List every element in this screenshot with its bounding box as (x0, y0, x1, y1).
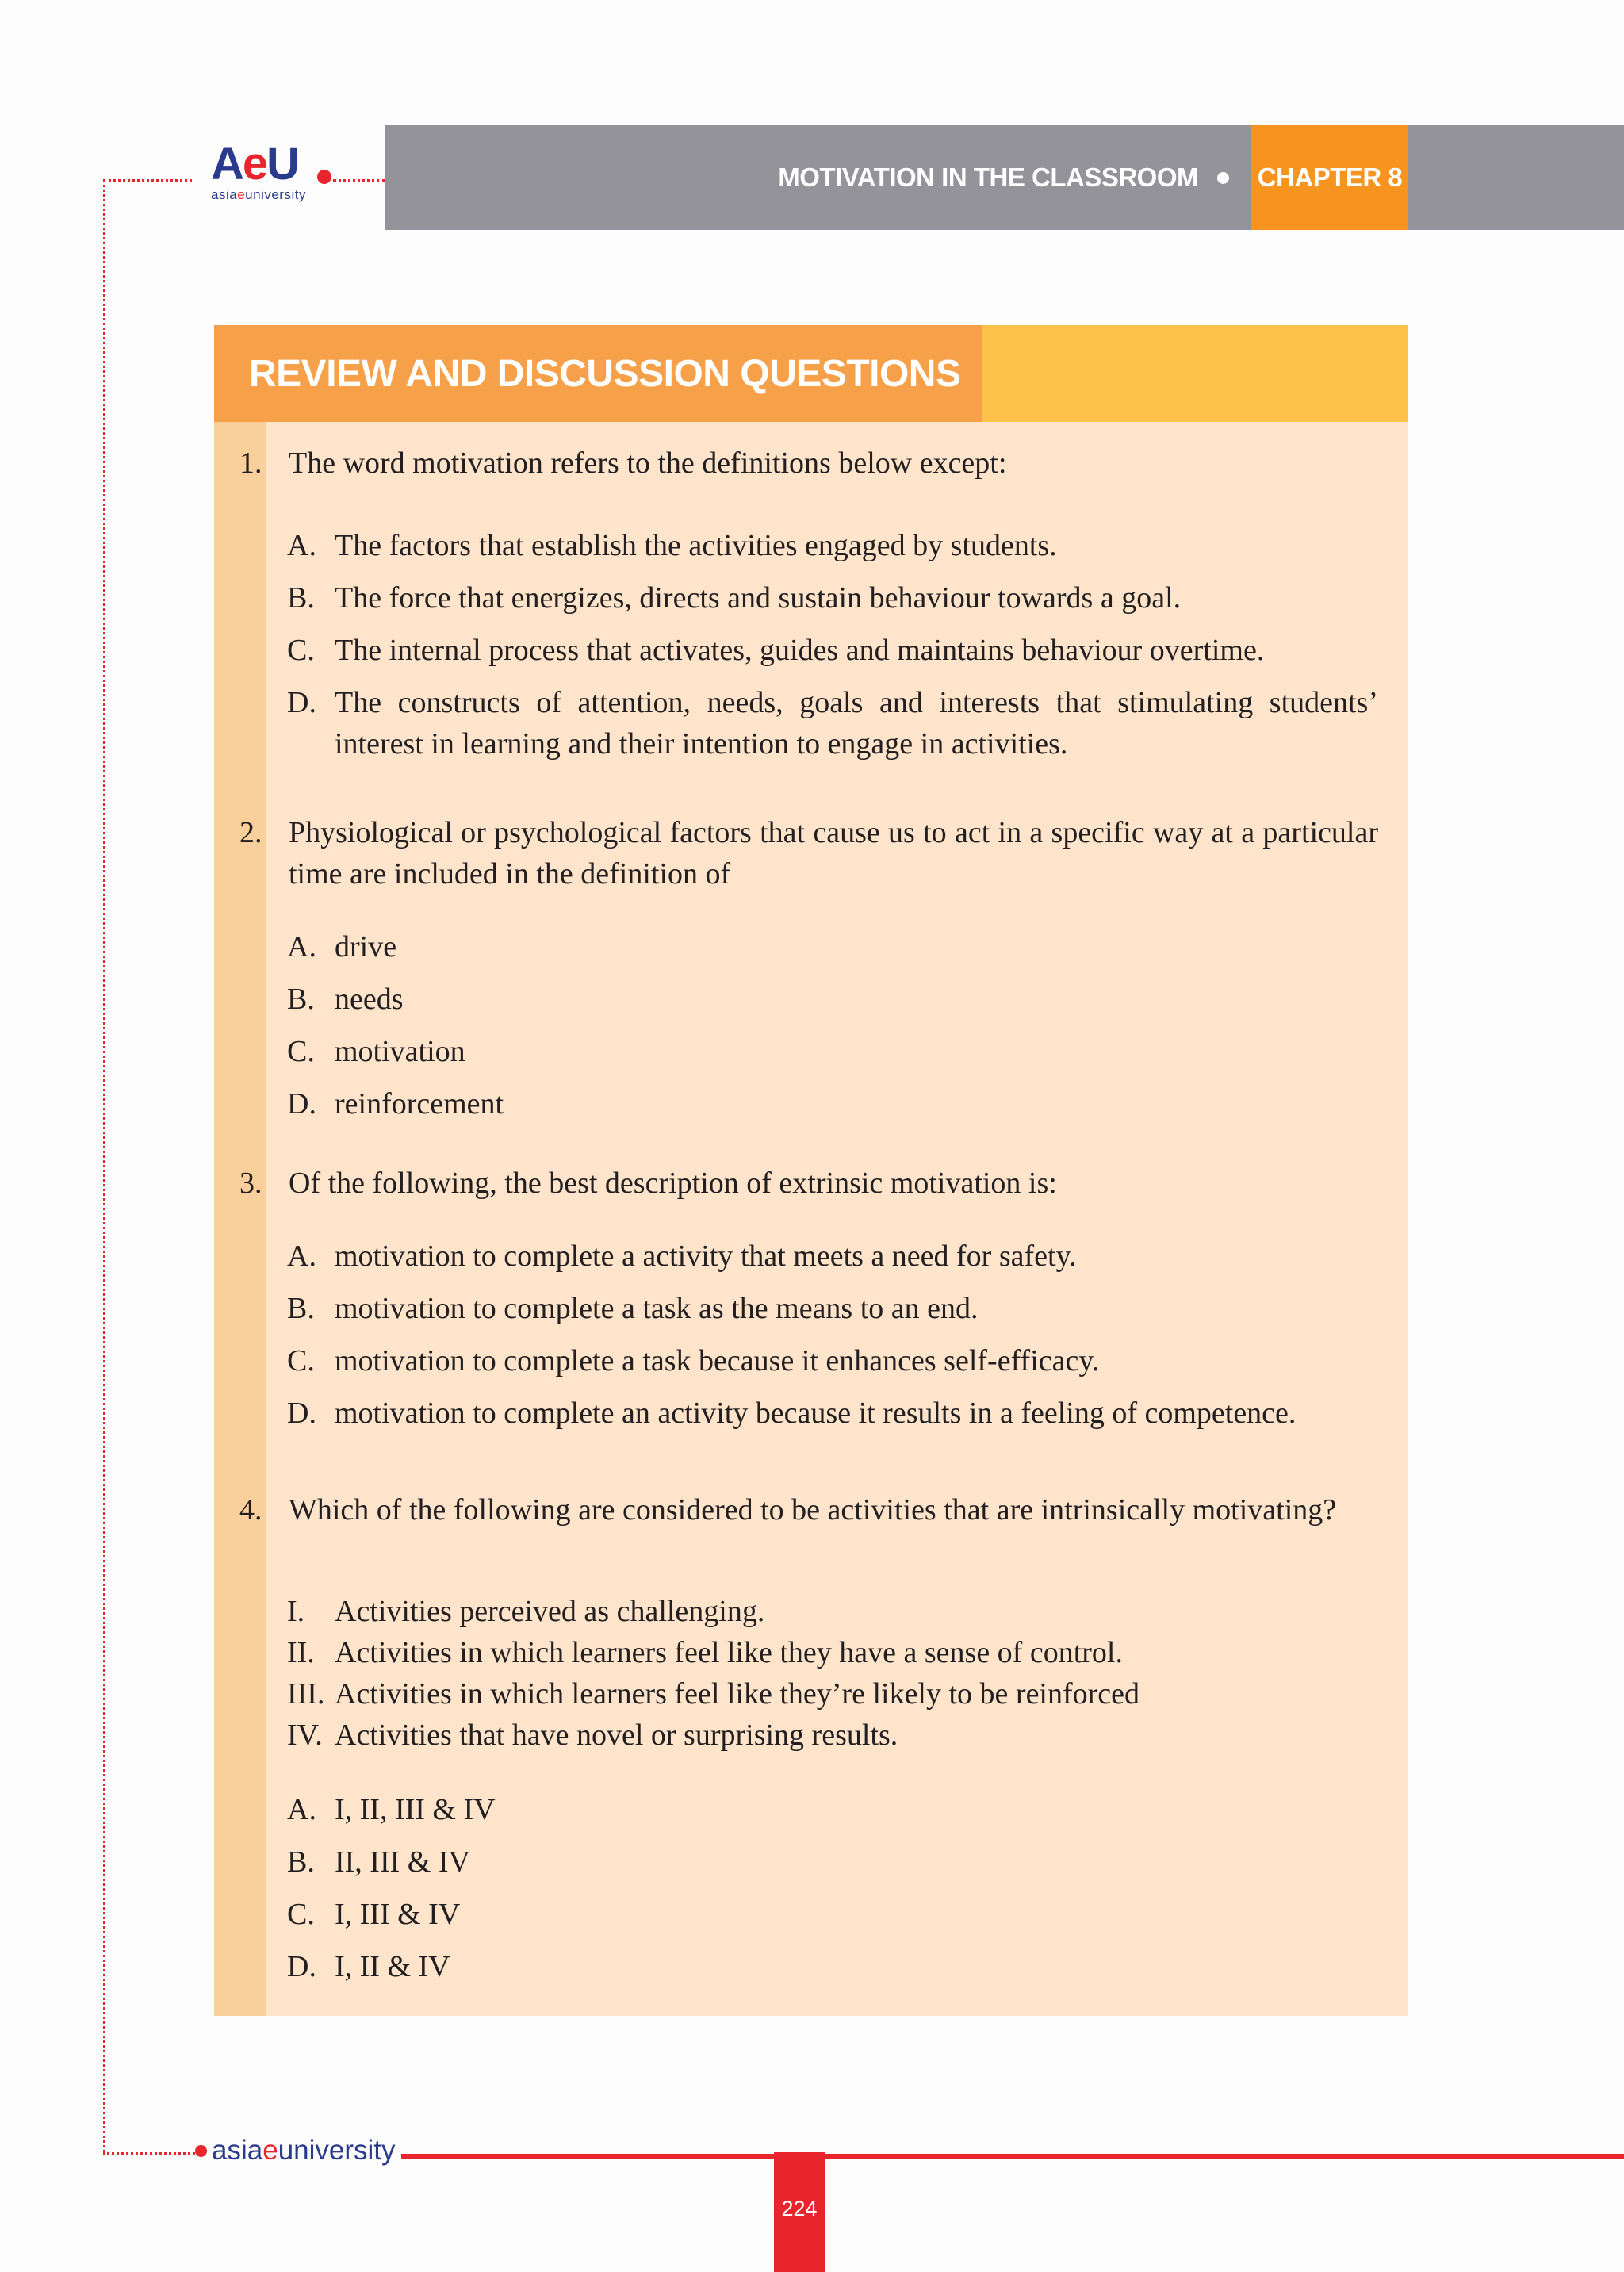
option-text: I, II, III & IV (335, 1793, 496, 1826)
option-letter: C. (287, 1344, 315, 1377)
option-1d (287, 682, 1378, 764)
option-text: motivation to complete an activity because it results in a feeling of competence. (335, 1397, 1297, 1430)
footer-brand-post: university (278, 2135, 396, 2166)
question-number: 1. (239, 446, 262, 480)
option-text: motivation to complete a task as the means to an end. (335, 1292, 979, 1325)
logo-letter-u: U (266, 138, 299, 190)
logo-letter-a: A (211, 138, 243, 190)
option-2a (287, 926, 1378, 967)
option-letter: C. (287, 634, 315, 667)
option-3a (287, 1236, 1378, 1277)
frame-dotted-top-right (333, 179, 385, 182)
question-number: 2. (239, 816, 262, 849)
option-text: II, III & IV (335, 1845, 470, 1879)
bullet-icon (1217, 172, 1229, 184)
logo-sub-e: e (237, 187, 246, 202)
option-letter: B. (287, 983, 315, 1016)
option-3b (287, 1288, 1378, 1329)
option-4d (287, 1946, 1378, 1987)
statement-text: Activities in which learners feel like they’re likely to be reinforced (335, 1677, 1140, 1711)
option-text: The constructs of attention, needs, goals and interests that stimulating students’ interest in learning and their intention to engage in activities. (335, 686, 1378, 761)
option-letter: D. (287, 1087, 316, 1121)
logo-letter-e: e (242, 138, 267, 190)
option-1b (287, 577, 1378, 619)
question-2 (239, 812, 1378, 895)
review-title-block (214, 325, 982, 422)
statement-iii (287, 1673, 1378, 1715)
frame-dotted-top (103, 179, 192, 182)
option-letter: A. (287, 529, 316, 562)
option-2b (287, 979, 1378, 1020)
option-letter: D. (287, 1950, 316, 1983)
statement-number: II. (287, 1636, 315, 1669)
footer-brand-e: e (262, 2135, 278, 2166)
option-text: motivation (335, 1035, 465, 1068)
question-text: Of the following, the best description of extrinsic motivation is: (289, 1167, 1057, 1200)
question-text: The word motivation refers to the definitions below except: (289, 446, 1007, 480)
question-1 (239, 443, 1378, 484)
option-letter: A. (287, 1793, 316, 1826)
option-text: I, III & IV (335, 1898, 461, 1931)
chapter-label: CHAPTER 8 (1257, 163, 1403, 192)
option-letter: C. (287, 1898, 315, 1931)
option-letter: D. (287, 1397, 316, 1430)
logo-sub-pre: asia (211, 187, 238, 202)
option-letter: A. (287, 930, 316, 964)
statement-text: Activities in which learners feel like they have a sense of control. (335, 1636, 1123, 1669)
page-number: 224 (781, 2197, 818, 2220)
frame-dotted-left (103, 179, 105, 2152)
option-1a (287, 525, 1378, 566)
footer-brand-pre: asia (212, 2135, 263, 2166)
option-text: needs (335, 983, 404, 1016)
option-letter: B. (287, 1292, 315, 1325)
statement-i (287, 1591, 1378, 1632)
option-2c (287, 1031, 1378, 1072)
question-text: Which of the following are considered to be activities that are intrinsically motivating? (289, 1493, 1337, 1527)
statement-text: Activities perceived as challenging. (335, 1595, 765, 1628)
option-2d (287, 1083, 1378, 1125)
logo-subtitle (211, 187, 306, 203)
option-text: reinforcement (335, 1087, 504, 1121)
option-1c (287, 630, 1378, 671)
option-3d (287, 1393, 1378, 1434)
footer-line (401, 2154, 1624, 2159)
footer-brand (195, 2135, 396, 2167)
option-text: The force that energizes, directs and sustain behaviour towards a goal. (335, 581, 1182, 615)
option-text: drive (335, 930, 397, 964)
option-text: motivation to complete a task because it enhances self-efficacy. (335, 1344, 1100, 1377)
option-letter: A. (287, 1239, 316, 1273)
statement-number: III. (287, 1677, 325, 1711)
aeu-logo (211, 138, 306, 203)
statement-text: Activities that have novel or surprising results. (335, 1718, 898, 1752)
statement-number: I. (287, 1595, 305, 1628)
question-text: Physiological or psychological factors that cause us to act in a specific way at a particular time are included in the definition of (289, 816, 1378, 891)
question-4 (239, 1489, 1378, 1531)
question-3 (239, 1163, 1378, 1204)
option-text: I, II & IV (335, 1950, 450, 1983)
option-text: The internal process that activates, guides and maintains behaviour overtime. (335, 634, 1265, 667)
section-title: MOTIVATION IN THE CLASSROOM (778, 163, 1198, 192)
logo-dot-icon (317, 170, 331, 184)
option-letter: B. (287, 581, 315, 615)
statement-ii (287, 1632, 1378, 1673)
logo-sub-post: university (245, 187, 306, 202)
option-text: motivation to complete a activity that meets a need for safety. (335, 1239, 1077, 1273)
chapter-tab (1251, 125, 1408, 230)
logo-mark (211, 138, 306, 190)
statement-iv (287, 1715, 1378, 1756)
review-title: REVIEW AND DISCUSSION QUESTIONS (249, 352, 961, 395)
option-text: The factors that establish the activities engaged by students. (335, 529, 1057, 562)
option-letter: B. (287, 1845, 315, 1879)
option-4c (287, 1894, 1378, 1935)
question-number: 3. (239, 1167, 262, 1200)
option-4a (287, 1789, 1378, 1830)
question-number: 4. (239, 1493, 262, 1527)
footer-dot-icon (195, 2145, 207, 2157)
option-letter: C. (287, 1035, 315, 1068)
review-box-strip (214, 422, 266, 2016)
statement-number: IV. (287, 1718, 323, 1752)
header-title (385, 125, 1251, 230)
frame-dotted-bottom (103, 2152, 195, 2155)
option-letter: D. (287, 686, 316, 719)
option-3c (287, 1340, 1378, 1381)
page-number-box (774, 2152, 825, 2272)
option-4b (287, 1841, 1378, 1883)
